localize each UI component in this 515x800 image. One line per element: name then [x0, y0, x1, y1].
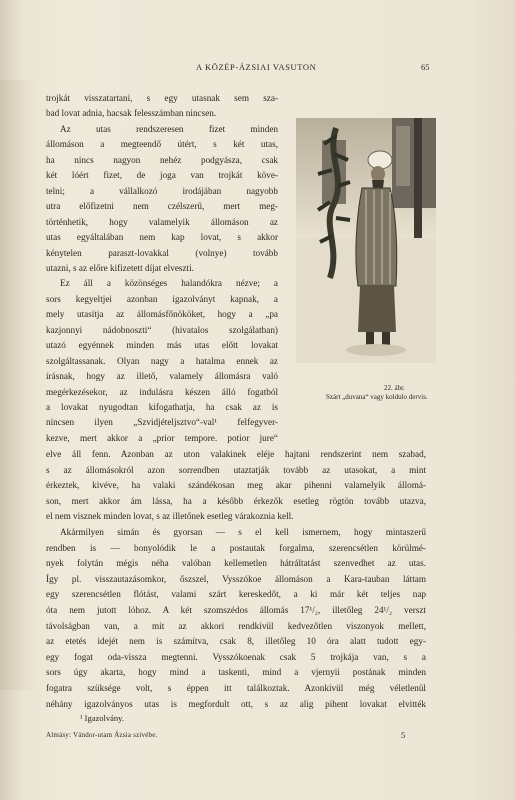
text-line: állomáson a megteendő útért, s két utas, — [46, 139, 278, 150]
text-line: Akármilyen simán és gyorsan — s el kell ismernem, hogy mintaszerű — [60, 527, 426, 537]
text-line: utra előfizetni nem czélszerű, mert meg- — [46, 201, 278, 212]
text-line: elve áll fenn. Azonban az uton valakinek eléje hajtani rendszerint nem szabad, — [46, 449, 426, 459]
text-line: sors úgy akarta, hogy mind a taskenti, mind a vjernyii postának minden — [46, 667, 426, 678]
running-title: A KÖZÉP-ÁZSIAI VASUTON — [196, 62, 317, 72]
text-line: kazjonnyi nádobnoszti“ (hivatalos szolgálatban) — [46, 324, 278, 335]
binding-shadow — [0, 80, 36, 690]
dervish-engraving — [296, 118, 436, 363]
text-line: utazni, s az előre kifizetett díjat elveszti. — [46, 262, 194, 273]
figure-caption: Szárt „duvana“ vagy koldulo dervis. — [326, 393, 428, 401]
text-line: Így pl. visszautazásomkor, őszszel, Vysszókoe állomáson a Kara-tauban láttam — [46, 573, 426, 584]
text-line: két lóért fizet, de joga van trojkát köve- — [46, 170, 278, 181]
text-line: a lovakat nyugodtan kifogathatja, ha csak az is — [46, 402, 278, 412]
footer-imprint: Almásy: Vándor-utam Ázsia szivébe. — [46, 731, 158, 739]
text-line: utazó egyénnek minden más utas előtt lovakat — [46, 340, 278, 351]
text-line: távolságban van, a mit az akkori rendkívül kedvezőtlen viszonyok mellett, — [46, 620, 426, 631]
text-line: rendben is — bonyolódik le a postautak forgalma, szerencsétlen körülmé- — [46, 542, 426, 553]
text-line: érkeztek, kivéve, ha valaki szándékosan meg akar pihenni valamelyik állomá- — [46, 480, 426, 491]
text-line: néhány igazolványos utas is megfordult ott, s az alig pihent lovakat elvitték — [46, 698, 426, 709]
text-line: mely utasítja az állomásfőnököket, hogy a „pa — [46, 309, 278, 320]
figure-dervish-illustration — [296, 118, 436, 363]
running-header — [0, 62, 515, 76]
text-line: kezve, mert akkor a „prior tempore. potior jure“ — [46, 432, 278, 443]
text-line: szolgáltassanak. Olyan nagy a hatalma ennek az — [46, 355, 278, 366]
text-line: trojkát visszatartani, s egy utasnak sem sza- — [46, 93, 278, 103]
text-line: utas egyáltalában nem kap lovat, s akkor — [46, 232, 278, 243]
footnote: ¹ Igazolvány. — [80, 713, 125, 723]
text-line: telni; a vállalkozó irodájában nagyobb — [46, 185, 278, 196]
text-line: megérkezésekor, az indulásra készen álló fogatból — [46, 386, 278, 397]
text-line: egy fogat oda-vissza megtenni. Vysszókoenak csak 5 trojkája van, s a — [46, 651, 426, 662]
text-line: s az állomásokról azon sorrendben utaztatják tovább az utasokat, a mint — [46, 464, 426, 475]
text-line: bad lovat adnia, hacsak felesszámban nincsen. — [46, 108, 217, 119]
text-line: el nem visznek minden lovat, s az illetőnek esetleg várakoznia kell. — [46, 511, 294, 522]
text-line: egy szerencsétlen flótást, valami szárt kereskedőt, a ki már két teljes nap — [46, 589, 426, 600]
text-line: son, mert akkor ám lássa, ha a később érkezők esetleg rögtön tovább utazva, — [46, 495, 426, 506]
text-line: kénytelen paraszt-lovakkal (volnye) tovább — [46, 247, 278, 258]
figure-number: 22. ábr. — [384, 384, 405, 392]
text-line: írásnak, hogy az illető, valamely állomásra való — [46, 371, 278, 382]
text-line: nincsen ilyen „Szvidjételjsztvo“-val¹ felfegyver- — [46, 417, 278, 428]
text-line: történhetik, hogy valamelyik állomáson az — [46, 216, 278, 227]
text-line: fogatra szüksége volt, s éppen itt találkoztak. Azonkívül még véletlenül — [46, 683, 426, 693]
signature-mark: 5 — [401, 730, 406, 740]
text-line: sors kegyeltjei azonban igazolványt kapnak, a — [46, 293, 278, 304]
page-number: 65 — [421, 62, 430, 72]
text-line: Ez áll a közönséges halandókra nézve; a — [60, 278, 278, 289]
text-line: ha nincs nagyon nehéz podgyásza, csak — [46, 154, 278, 165]
text-line: az etetés idejét nem is számítva, csak 8, illetőleg 10 óra alatt tudott egy- — [46, 636, 426, 647]
text-line: nyek folytán mégis néha valóban kellemetlen hátráltatást szenvedhet az utas. — [46, 558, 426, 569]
text-line: Az utas rendszeresen fizet minden — [60, 123, 278, 134]
text-line: óta nem jutott lóhoz. A két szomszédos állomás 17¹/₂, illetőleg 24¹/₂ verszt — [46, 605, 426, 615]
